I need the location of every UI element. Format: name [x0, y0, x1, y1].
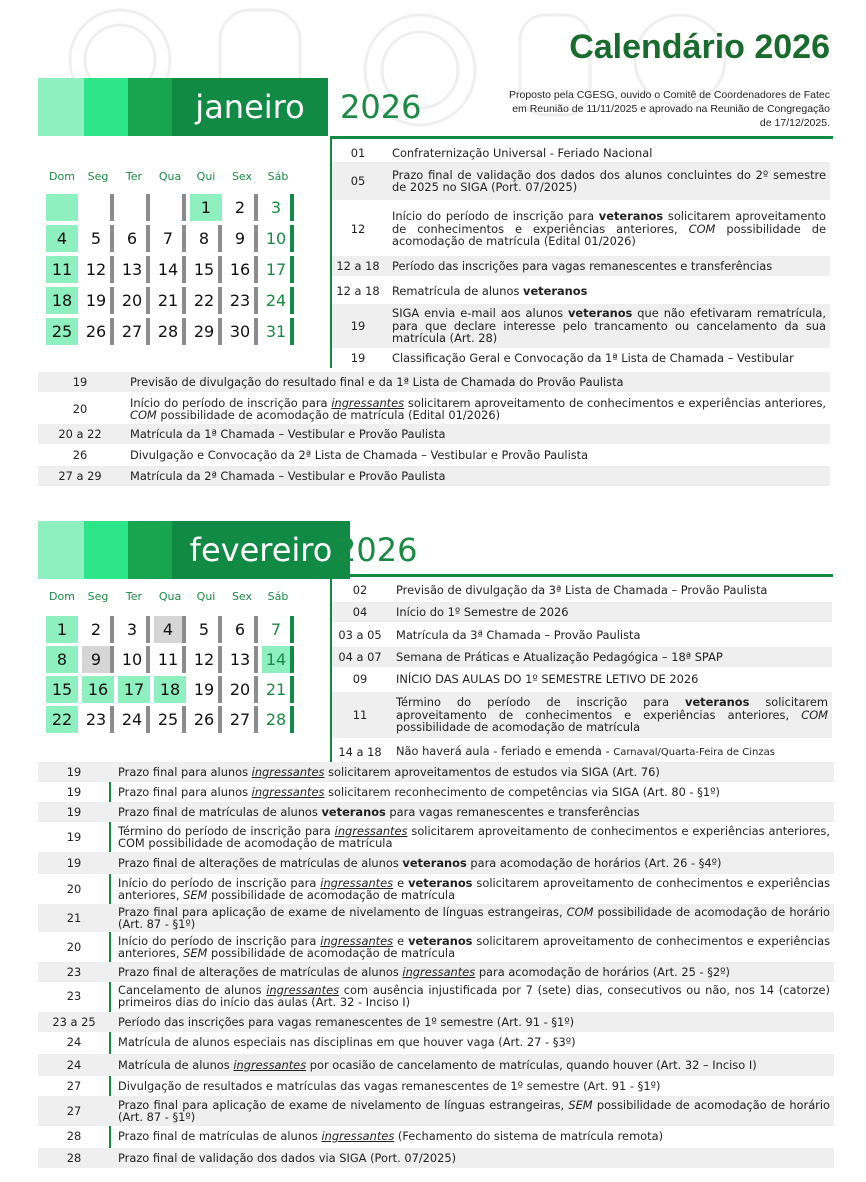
event-date: 26 — [72, 447, 88, 462]
event-description: Término do período de inscrição para veteranos solicitarem aproveitamento de conhecimentos e experiências anteriores, COM possibilidade de acomodação de matrícula — [396, 695, 828, 735]
event-date: 23 — [66, 988, 82, 1003]
event-date: 28 — [66, 1150, 82, 1165]
event-description: Prazo final de alterações de matrículas de alunos veteranos para acomodação de horários (Art. 26 - §4º) — [118, 855, 722, 870]
event-date: 04 — [352, 604, 368, 619]
event-date: 27 — [66, 1078, 82, 1093]
weekday-label: Qua — [158, 590, 182, 603]
event-row — [332, 349, 830, 367]
calendar-day: 24 — [262, 287, 294, 314]
weekday-label: Qui — [196, 170, 216, 183]
weekday-label: Qui — [196, 590, 216, 603]
weekday-label: Seg — [87, 170, 109, 183]
event-description: Divulgação e Convocação da 2ª Lista de Chamada – Vestibular e Provão Paulista — [130, 447, 589, 462]
event-description: Início do 1º Semestre de 2026 — [396, 604, 569, 619]
february-year: 2026 — [336, 531, 418, 569]
event-date: 19 — [66, 829, 82, 844]
event-date: 19 — [72, 374, 88, 389]
calendar-day: 11 — [46, 256, 78, 283]
calendar-day: 24 — [118, 706, 150, 733]
calendar-day: 12 — [190, 646, 222, 673]
calendar-day: 8 — [46, 646, 78, 673]
event-description: Matrícula da 1ª Chamada – Vestibular e Provão Paulista — [130, 426, 446, 441]
weekday-label: Sex — [231, 590, 253, 603]
calendar-day: 26 — [190, 706, 222, 733]
event-row — [38, 1032, 834, 1052]
calendar-day: 23 — [82, 706, 114, 733]
event-date: 19 — [66, 804, 82, 819]
event-row — [38, 1126, 834, 1146]
event-description: Início do período de inscrição para ingressantes solicitarem aproveitamento de conhecimentos e experiências anteriores, COM possibilidade de acomodação de matrícula (Edital 01/2026) — [130, 395, 826, 422]
event-row — [38, 932, 834, 962]
event-description: Divulgação de resultados e matrículas das vagas remanescentes de 1º semestre (Art. 91 - §1º) — [118, 1078, 661, 1093]
calendar-day: 9 — [82, 646, 114, 673]
calendar-day: 25 — [46, 318, 78, 345]
calendar-day — [154, 194, 186, 221]
weekday-label: Dom — [49, 170, 75, 183]
event-row — [38, 1096, 834, 1126]
event-date: 27 a 29 — [58, 468, 102, 483]
event-description: SIGA envia e-mail aos alunos veteranos que não efetivaram rematrícula, para que declare interesse pelo trancamento ou cancelamento da sua matrícula (Art. 28) — [392, 306, 827, 346]
event-description: Início do período de inscrição para ingressantes e veteranos solicitarem aproveitamento de conhecimentos e experiências anteriores, SEM possibilidade de acomodação de matrícula — [118, 933, 830, 960]
event-row — [38, 762, 834, 782]
event-row — [332, 625, 832, 645]
event-row — [332, 280, 830, 302]
event-description: Início do período de inscrição para ingressantes e veteranos solicitarem aproveitamento de conhecimentos e experiências anteriores, SEM possibilidade de acomodação de matrícula — [118, 875, 830, 902]
event-date: 23 a 25 — [52, 1014, 96, 1029]
event-description: Prazo final para aplicação de exame de nivelamento de línguas estrangeiras, SEM possibilidade de acomodação de horário (Art. 87 - §1º) — [118, 1097, 830, 1124]
calendar-day: 9 — [226, 225, 258, 252]
event-date: 21 — [66, 910, 82, 925]
event-date: 02 — [352, 582, 368, 597]
event-description: Matrícula da 2ª Chamada – Vestibular e Provão Paulista — [130, 468, 446, 483]
event-description: Semana de Práticas e Atualização Pedagógica – 18ª SPAP — [396, 649, 723, 664]
calendar-day: 14 — [154, 256, 186, 283]
event-row — [38, 904, 834, 932]
event-row — [332, 669, 832, 689]
event-description: Prazo final de validação dos dados via SIGA (Port. 07/2025) — [118, 1150, 457, 1165]
event-description: Prazo final de alterações de matrículas de alunos ingressantes para acomodação de horários (Art. 25 - §2º) — [118, 964, 730, 979]
event-row — [38, 852, 834, 874]
calendar-day — [82, 194, 114, 221]
event-date: 27 — [66, 1103, 82, 1118]
calendar-day: 25 — [154, 706, 186, 733]
calendar-day: 20 — [118, 287, 150, 314]
february-header-band — [38, 521, 350, 579]
event-description: Prazo final para alunos ingressantes solicitarem aproveitamentos de estudos via SIGA (Art. 76) — [118, 764, 660, 779]
event-description: Período das inscrições para vagas remanescentes e transferências — [392, 258, 773, 273]
event-date: 20 a 22 — [58, 426, 102, 441]
january-header-band — [38, 78, 328, 136]
weekday-label: Dom — [49, 590, 75, 603]
calendar-day: 27 — [226, 706, 258, 733]
event-row — [38, 874, 834, 904]
calendar-day: 15 — [46, 676, 78, 703]
event-date: 19 — [350, 318, 366, 333]
event-description: Rematrícula de alunos veteranos — [392, 283, 588, 298]
event-description: Término do período de inscrição para ingressantes solicitarem aproveitamento de conhecimentos e experiências anteriores, COM possibilidade de acomodação de matrícula — [118, 823, 830, 850]
calendar-day: 10 — [118, 646, 150, 673]
event-date: 23 — [66, 964, 82, 979]
event-date: 19 — [66, 784, 82, 799]
approval-note: Proposto pela CGESG, ouvido o Comitê de Coordenadores de Fatec em Reunião de 11/11/2025 e aprovado na Reunião de Congregação de 17/12/2025. — [508, 89, 830, 129]
calendar-day: 1 — [46, 616, 78, 643]
event-row — [332, 203, 830, 255]
event-date: 28 — [66, 1128, 82, 1143]
weekday-label: Ter — [125, 170, 143, 183]
calendar-day: 6 — [226, 616, 258, 643]
event-description: Não haverá aula - feriado e emenda - Carnaval/Quarta-Feira de Cinzas — [396, 743, 775, 758]
calendar-day: 15 — [190, 256, 222, 283]
february-rule — [326, 574, 833, 577]
event-description: Confraternização Universal - Feriado Nacional — [392, 145, 653, 160]
calendar-day: 7 — [154, 225, 186, 252]
event-description: Prazo final para alunos ingressantes solicitarem reconhecimento de competências via SIGA (Art. 80 - §1º) — [118, 784, 720, 799]
calendar-day: 4 — [46, 225, 78, 252]
calendar-day: 17 — [262, 256, 294, 283]
weekday-label: Seg — [87, 590, 109, 603]
event-description: INÍCIO DAS AULAS DO 1º SEMESTRE LETIVO DE 2026 — [396, 671, 699, 686]
event-description: Cancelamento de alunos ingressantes com ausência injustificada por 7 (sete) dias, consecutivos ou não, nos 14 (catorze) primeiros dias do início das aulas (Art. 32 - Inciso I) — [118, 982, 830, 1009]
event-row — [38, 393, 830, 425]
calendar-day: 3 — [262, 194, 294, 221]
weekday-label: Qua — [158, 170, 182, 183]
event-date: 11 — [352, 707, 368, 722]
event-row — [332, 742, 832, 762]
event-row — [38, 466, 830, 486]
event-date: 04 a 07 — [338, 649, 382, 664]
calendar-day: 22 — [46, 706, 78, 733]
event-description: Matrícula da 3ª Chamada – Provão Paulista — [396, 627, 641, 642]
event-date: 12 — [350, 221, 366, 236]
calendar-day: 12 — [82, 256, 114, 283]
event-date: 12 a 18 — [336, 258, 380, 273]
calendar-day: 31 — [262, 318, 294, 345]
weekday-label: Sex — [231, 170, 253, 183]
calendar-day: 10 — [262, 225, 294, 252]
event-description: Prazo final para aplicação de exame de nivelamento de línguas estrangeiras, COM possibilidade de acomodação de horário (Art. 87 - §1º) — [118, 904, 830, 931]
calendar-day: 2 — [82, 616, 114, 643]
event-date: 03 a 05 — [338, 627, 382, 642]
calendar-day: 14 — [262, 646, 294, 673]
event-date: 09 — [352, 671, 368, 686]
page-title: Calendário 2026 — [569, 28, 830, 66]
event-description: Previsão de divulgação do resultado final e da 1ª Lista de Chamada do Provão Paulista — [130, 374, 624, 389]
event-description: Matrícula de alunos especiais nas disciplinas em que houver vaga (Art. 27 - §3º) — [118, 1034, 576, 1049]
event-row — [332, 602, 832, 622]
event-row — [38, 962, 834, 982]
calendar-day: 23 — [226, 287, 258, 314]
event-date: 12 a 18 — [336, 283, 380, 298]
weekday-label: Ter — [125, 590, 143, 603]
calendar-day: 1 — [190, 194, 222, 221]
calendar-day: 5 — [190, 616, 222, 643]
calendar-day: 27 — [118, 318, 150, 345]
event-date: 24 — [66, 1057, 82, 1072]
event-description: Início do período de inscrição para veteranos solicitarem aproveitamento de conhecimentos e experiências anteriores, COM possibilidade de acomodação de matrícula (Edital 01/2026) — [392, 209, 826, 249]
event-description: Prazo final de matrículas de alunos veteranos para vagas remanescentes e transferências — [118, 804, 640, 819]
event-row — [38, 424, 830, 444]
event-date: 01 — [350, 145, 366, 160]
january-month-name: janeiro — [172, 78, 328, 136]
calendar-day: 7 — [262, 616, 294, 643]
calendar-day — [46, 194, 78, 221]
event-row — [332, 162, 830, 200]
event-row — [332, 256, 830, 276]
calendar-day: 20 — [226, 676, 258, 703]
calendar-day: 19 — [190, 676, 222, 703]
calendar-day: 13 — [118, 256, 150, 283]
event-row — [38, 1012, 834, 1032]
event-row — [38, 372, 830, 392]
event-description: Previsão de divulgação da 3ª Lista de Chamada – Provão Paulista — [396, 582, 768, 597]
calendar-day: 29 — [190, 318, 222, 345]
event-row — [332, 692, 832, 738]
event-row — [332, 647, 832, 667]
calendar-day: 21 — [154, 287, 186, 314]
calendar-day: 3 — [118, 616, 150, 643]
event-date: 19 — [66, 764, 82, 779]
event-date: 20 — [72, 401, 88, 416]
event-date: 05 — [350, 173, 366, 188]
event-date: 19 — [66, 855, 82, 870]
event-row — [38, 822, 834, 852]
calendar-day: 18 — [154, 676, 186, 703]
calendar-day — [118, 194, 150, 221]
event-date: 14 a 18 — [338, 744, 382, 759]
event-row — [38, 782, 834, 802]
event-row — [38, 1054, 834, 1076]
event-description: Prazo final de matrículas de alunos ingressantes (Fechamento do sistema de matrícula remota) — [118, 1128, 664, 1143]
event-row — [332, 580, 832, 600]
calendar-day: 26 — [82, 318, 114, 345]
calendar-day: 30 — [226, 318, 258, 345]
calendar-day: 8 — [190, 225, 222, 252]
event-row — [38, 802, 834, 822]
event-description: Classificação Geral e Convocação da 1ª Lista de Chamada – Vestibular — [392, 350, 794, 365]
january-year: 2026 — [340, 88, 422, 126]
event-description: Período das inscrições para vagas remanescentes de 1º semestre (Art. 91 - §1º) — [118, 1014, 575, 1029]
calendar-day: 28 — [154, 318, 186, 345]
event-row — [38, 1076, 834, 1096]
weekday-label: Sáb — [267, 170, 289, 183]
calendar-day: 17 — [118, 676, 150, 703]
event-row — [38, 982, 834, 1010]
calendar-day: 5 — [82, 225, 114, 252]
calendar-day: 16 — [82, 676, 114, 703]
calendar-day: 6 — [118, 225, 150, 252]
event-row — [38, 1148, 834, 1168]
february-month-name: fevereiro — [172, 521, 350, 579]
event-description: Matrícula de alunos ingressantes por ocasião de cancelamento de matrículas, quando houver (Art. 32 – Inciso I) — [118, 1057, 757, 1072]
january-rule — [330, 136, 833, 139]
event-date: 20 — [66, 939, 82, 954]
event-date: 19 — [350, 350, 366, 365]
calendar-day: 22 — [190, 287, 222, 314]
event-date: 20 — [66, 881, 82, 896]
calendar-day: 16 — [226, 256, 258, 283]
event-row — [38, 445, 830, 465]
calendar-day: 4 — [154, 616, 186, 643]
calendar-day: 18 — [46, 287, 78, 314]
event-row — [332, 144, 830, 162]
event-date: 24 — [66, 1034, 82, 1049]
calendar-day: 19 — [82, 287, 114, 314]
event-row — [332, 304, 830, 348]
calendar-day: 21 — [262, 676, 294, 703]
calendar-day: 13 — [226, 646, 258, 673]
calendar-day: 28 — [262, 706, 294, 733]
event-description: Prazo final de validação dos dados dos alunos concluintes do 2º semestre de 2025 no SIGA (Port. 07/2025) — [392, 167, 826, 194]
calendar-day: 11 — [154, 646, 186, 673]
calendar-day: 2 — [226, 194, 258, 221]
weekday-label: Sáb — [267, 590, 289, 603]
